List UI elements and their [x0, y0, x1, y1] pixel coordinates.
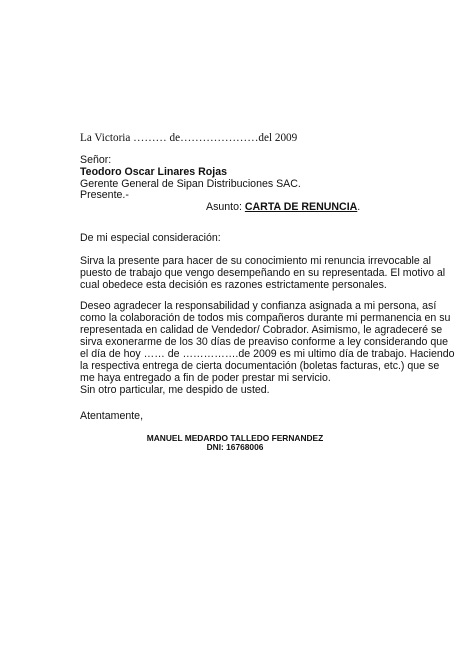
- paragraph-1-line: cual obedece esta decisión es razones estrictamente personales.: [80, 279, 387, 291]
- subject-value: CARTA DE RENUNCIA: [244, 201, 358, 213]
- recipient-title: Gerente General de Sipan Distribuciones SAC.: [80, 178, 301, 190]
- greeting: De mi especial consideración:: [80, 232, 221, 244]
- paragraph-1-line: Sirva la presente para hacer de su conocimiento mi renuncia irrevocable al: [80, 255, 431, 267]
- place-date: La Victoria ……… de…………………del 2009: [80, 132, 298, 144]
- paragraph-2-line: el día de hoy …… de …………….de 2009 es mi ultimo día de trabajo. Haciendo: [80, 348, 455, 360]
- recipient-name: Teodoro Oscar Linares Rojas: [80, 166, 227, 178]
- signature-name: MANUEL MEDARDO TALLEDO FERNANDEZ: [146, 433, 324, 443]
- farewell: Atentamente,: [80, 410, 144, 422]
- paragraph-1-line: puesto de trabajo que vengo desempeñando en su representada. El motivo al: [80, 267, 446, 279]
- paragraph-2-line: me haya entregado a fin de poder prestar mi servicio.: [80, 372, 331, 384]
- presente-label: Presente.-: [80, 189, 129, 201]
- closing-line: Sin otro particular, me despido de usted.: [80, 384, 270, 396]
- paragraph-2-line: Deseo agradecer la responsabilidad y confianza asignada a mi persona, así: [80, 300, 437, 312]
- paragraph-2-line: sirva exonerarme de los 30 días de preaviso conforme a ley considerando que: [80, 336, 449, 348]
- salutation-to: Señor:: [80, 154, 112, 166]
- subject-line: [206, 201, 360, 214]
- subject-end: .: [357, 201, 361, 213]
- subject-label: Asunto:: [206, 201, 245, 213]
- signature-dni: DNI: 16768006: [206, 442, 264, 452]
- paragraph-2-line: como la colaboración de todos mis compañeros durante mi permanencia en su: [80, 312, 451, 324]
- paragraph-2-line: representada en calidad de Vendedor/ Cobrador. Asimismo, le agradeceré se: [80, 324, 443, 336]
- paragraph-2-line: la respectiva entrega de cierta documentación (boletas facturas, etc.) que se: [80, 360, 440, 372]
